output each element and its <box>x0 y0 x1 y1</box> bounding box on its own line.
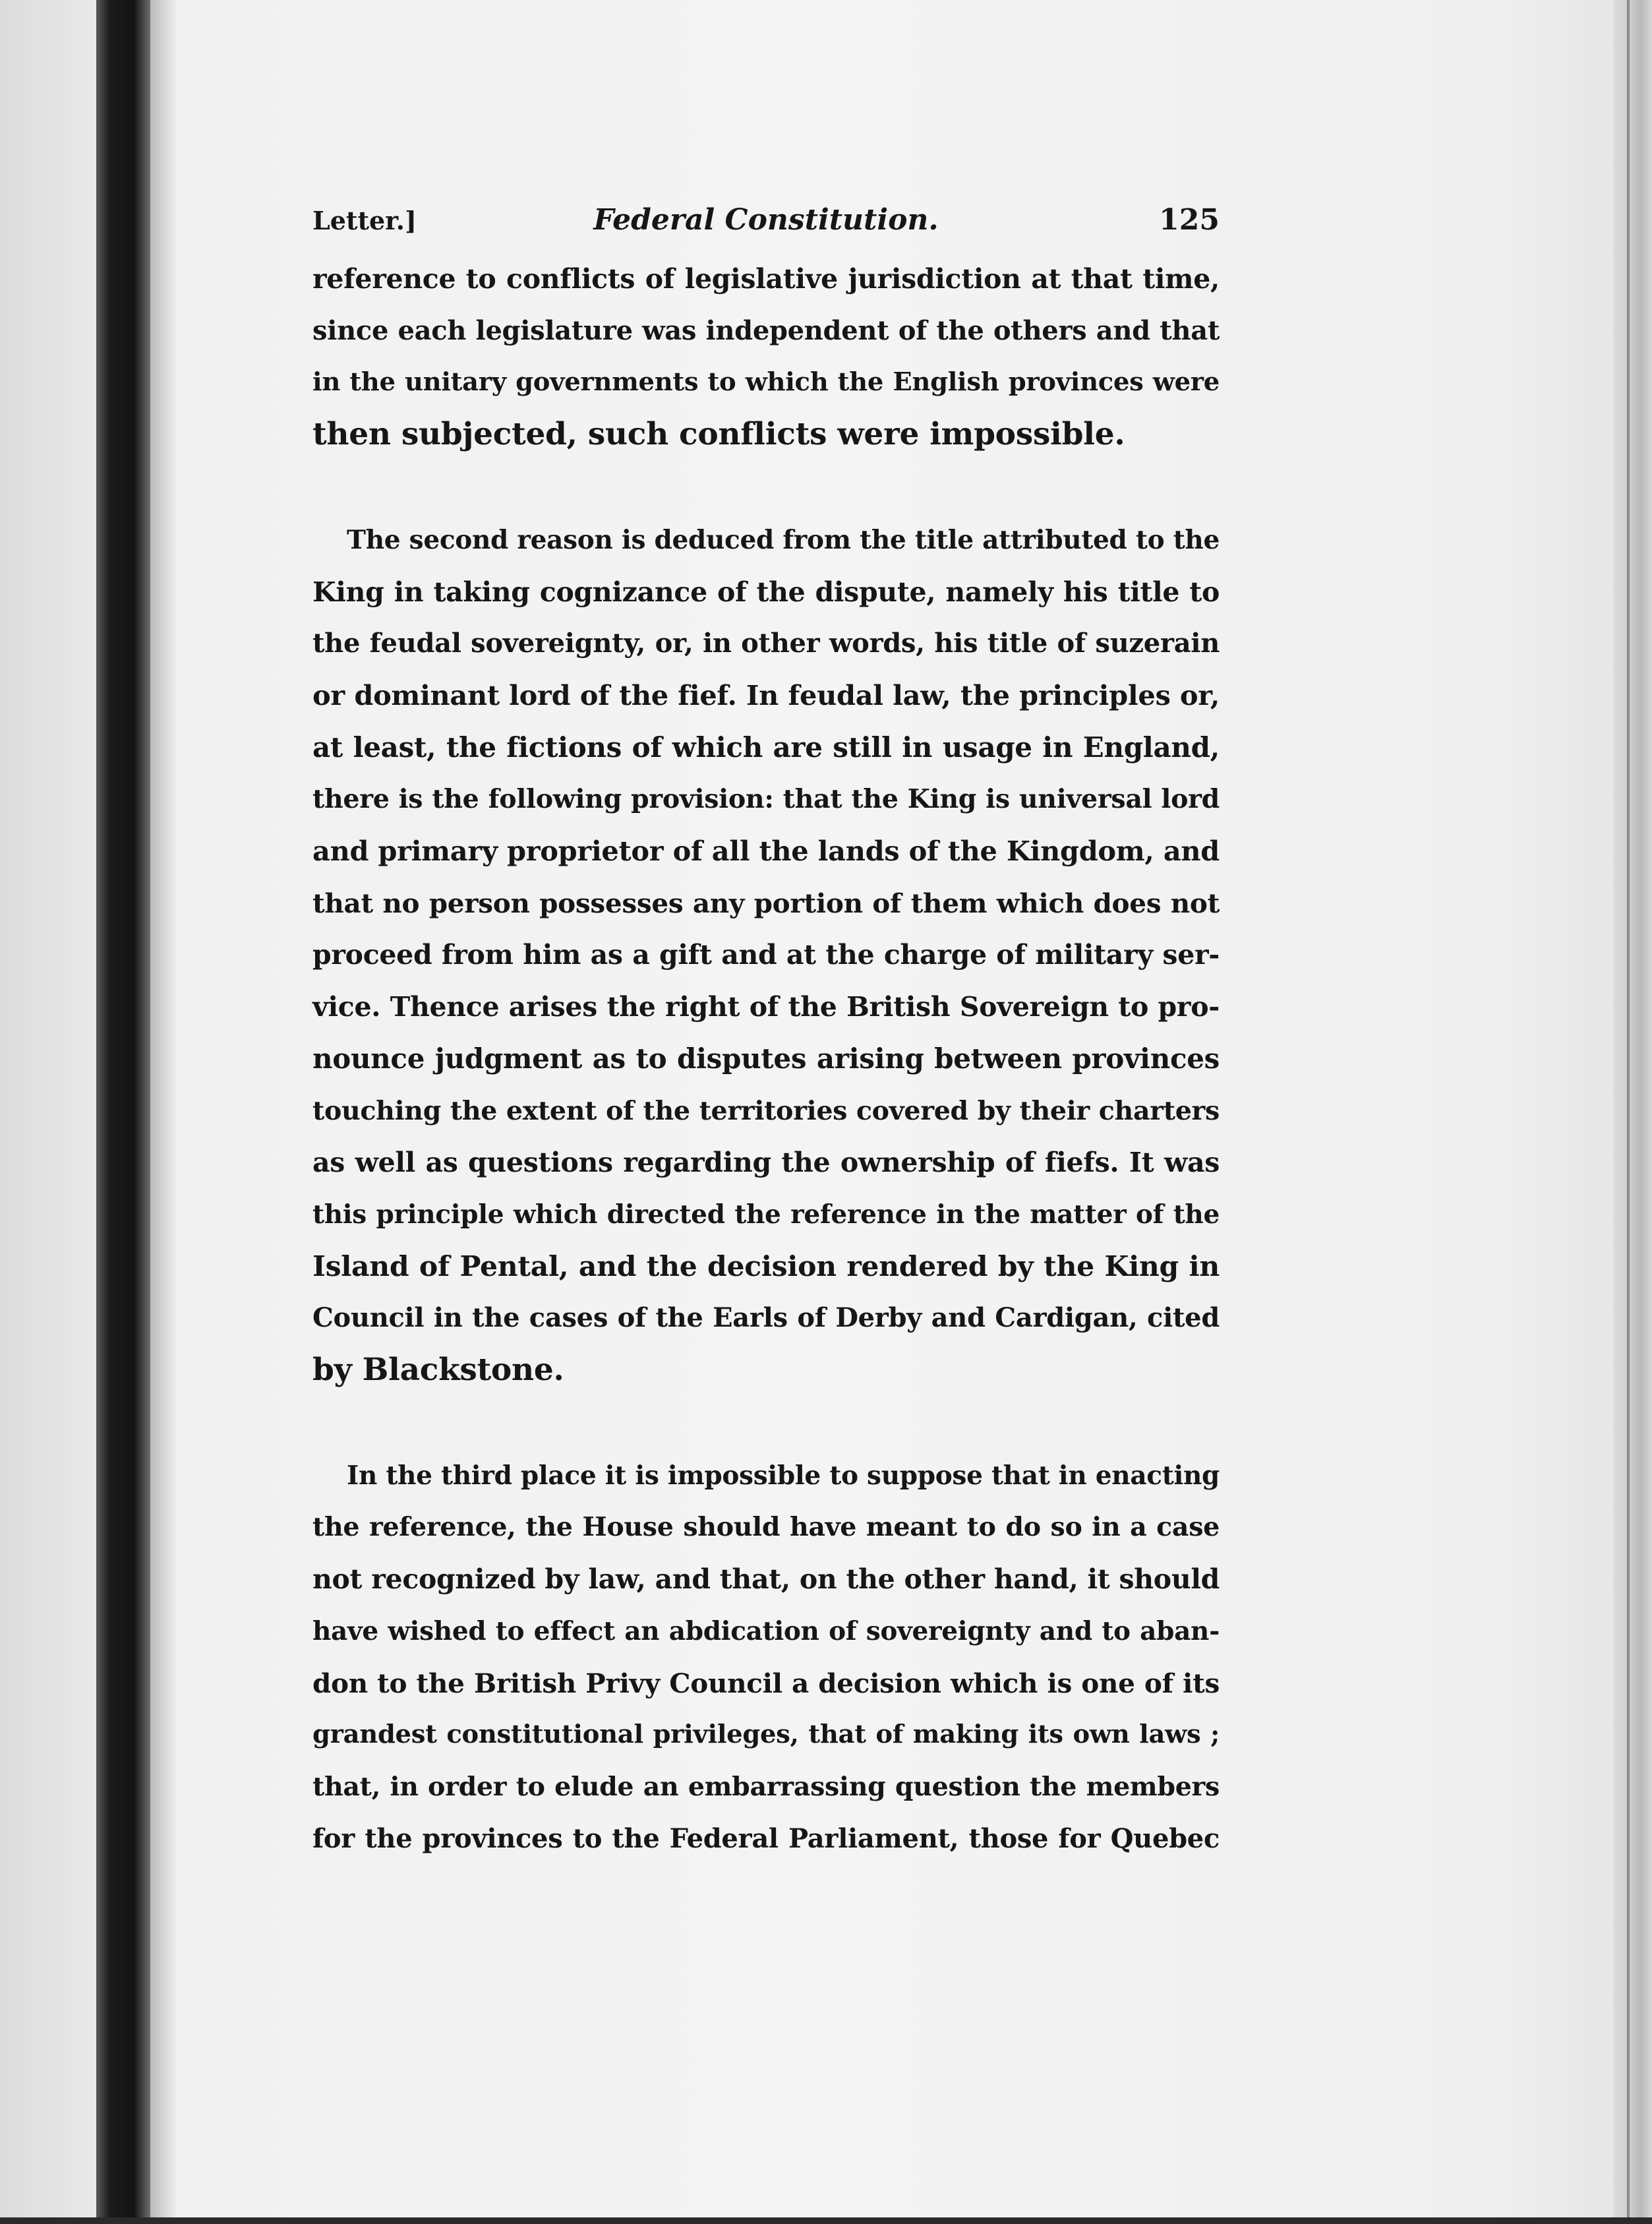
text-line: don to the British Privy Council a decision which is one of its <box>312 1667 1220 1699</box>
text-line: since each legislature was independent of the others and that <box>312 315 1220 346</box>
fore-edge-line <box>1627 0 1630 2224</box>
text-line: reference to conflicts of legislative jurisdiction at that time, <box>312 263 1220 295</box>
text-line: at least, the fictions of which are still in usage in England, <box>312 731 1220 764</box>
text-line: King in taking cognizance of the dispute, namely his title to <box>312 576 1220 608</box>
text-line: Council in the cases of the Earls of Derby and Cardigan, cited <box>312 1302 1220 1334</box>
text-line: there is the following provision: that the King is universal lord <box>312 784 1220 815</box>
text-line: vice. Thence arises the right of the British Sovereign to pro- <box>312 991 1220 1023</box>
text-line: In the third place it is impossible to suppose that in enacting <box>347 1460 1220 1491</box>
text-line: not recognized by law, and that, on the other hand, it should <box>312 1563 1220 1596</box>
text-line: proceed from him as a gift and at the charge of military ser- <box>312 939 1220 971</box>
text-line: the reference, the House should have meant to do so in a case <box>312 1512 1220 1543</box>
scan-bottom-edge <box>0 2217 1652 2224</box>
text-line: the feudal sovereignty, or, in other words, his title of suzerain <box>312 628 1220 659</box>
text-line: or dominant lord of the fief. In feudal law, the principles or, <box>312 678 1220 711</box>
page-number: 125 <box>1159 203 1220 237</box>
running-head <box>312 198 1220 251</box>
page-fore-edge <box>1614 0 1652 2224</box>
text-line: The second reason is deduced from the title attributed to the <box>347 524 1220 555</box>
paragraph-1 <box>312 253 1220 461</box>
page-text-block <box>312 198 1220 1865</box>
text-line: and primary proprietor of all the lands of the Kingdom, and <box>312 835 1220 868</box>
text-line: grandest constitutional privileges, that of making its own laws ; <box>312 1720 1220 1750</box>
running-head-left: Letter.] <box>312 206 417 235</box>
text-line: touching the extent of the territories covered by their charters <box>312 1095 1220 1126</box>
text-line: as well as questions regarding the ownership of fiefs. It was <box>312 1147 1220 1179</box>
text-line: nounce judgment as to disputes arising between provinces <box>312 1042 1220 1075</box>
gutter-shadow <box>150 0 177 2224</box>
text-line: have wished to effect an abdication of sovereignty and to aban- <box>312 1615 1220 1646</box>
running-head-title: Federal Constitution. <box>593 203 939 237</box>
text-line: Island of Pental, and the decision rendered by the King in <box>312 1249 1220 1283</box>
text-line: for the provinces to the Federal Parliament, those for Quebec <box>312 1822 1220 1854</box>
book-gutter <box>96 0 150 2224</box>
paragraph-2 <box>312 514 1220 1397</box>
text-line: this principle which directed the reference in the matter of the <box>312 1199 1220 1230</box>
text-line: that, in order to elude an embarrassing question the members <box>312 1771 1220 1802</box>
paragraph-3 <box>312 1450 1220 1865</box>
text-line: that no person possesses any portion of them which does not <box>312 887 1220 919</box>
text-line: then subjected, such conflicts were impossible. <box>312 416 1125 453</box>
facing-page-edge <box>0 0 96 2224</box>
text-line: in the unitary governments to which the English provinces were <box>312 367 1220 398</box>
text-line: by Blackstone. <box>312 1352 564 1389</box>
